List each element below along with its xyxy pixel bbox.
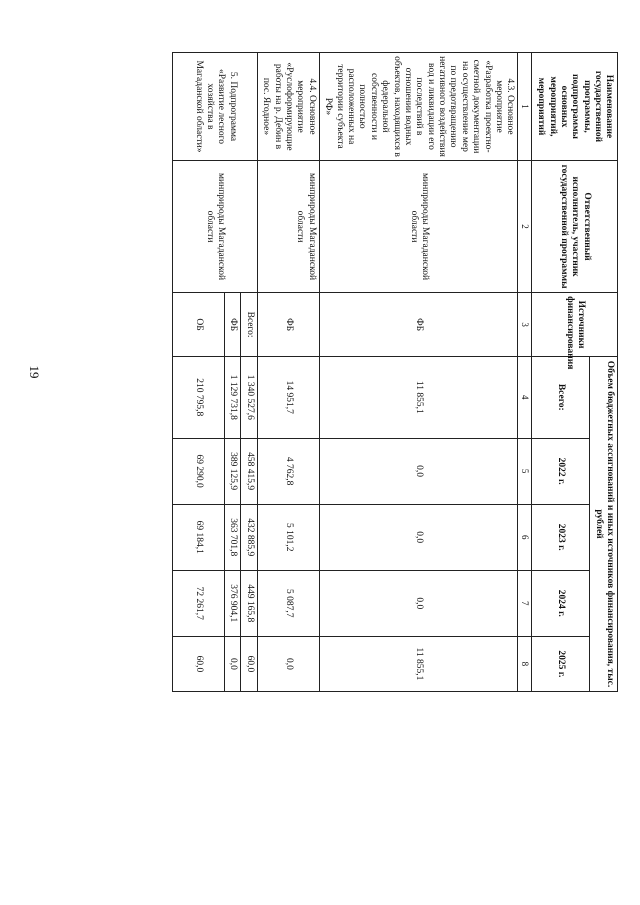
row-2022: 4 762,8 [257,438,319,504]
rotated-table-area [70,52,618,692]
header-budget-group: Объем бюджетных ассигнований и иных источников финансирования, тыс. рублей [590,357,618,692]
row-name: 4.3. Основное мероприятие «Разработка проектно-сметной документации на осуществление мер по предотвращению негативного воздействия вод и ликвидации его последствий в отношении водных объектов, находящихся в федеральной собственности и полностью расположенных на территории субъекта РФ» [319,53,518,161]
row-2023: 0,0 [319,504,518,570]
row-2024: 449 165,8 [241,570,257,636]
header-2024: 2024 г. [532,570,590,636]
row-2024: 5 087,7 [257,570,319,636]
col-number: 8 [518,636,532,691]
row-source: ОБ [173,293,225,357]
row-2022: 458 415,9 [241,438,257,504]
col-number: 2 [518,160,532,292]
row-2022: 389 125,9 [225,438,241,504]
row-2025: 11 855,1 [319,636,518,691]
row-2023: 432 885,9 [241,504,257,570]
row-source: ФБ [319,293,518,357]
row-source: ФБ [225,293,241,357]
header-executor: Ответственный исполнитель, участник государственной программы [532,160,618,292]
row-total: 210 795,8 [173,357,225,439]
row-source: ФБ [257,293,319,357]
row-name: 4.4. Основное мероприятие «Руслоформирующие работы на р. Дебин в пос. Ягодное» [257,53,319,161]
row-2023: 363 701,8 [225,504,241,570]
row-2023: 5 101,2 [257,504,319,570]
row-executor: минприроды Магаданской области [257,160,319,292]
col-number: 6 [518,504,532,570]
row-total: 11 855,1 [319,357,518,439]
col-number: 7 [518,570,532,636]
row-2025: 60,0 [173,636,225,691]
row-2024: 0,0 [319,570,518,636]
row-executor: минприроды Магаданской области [319,160,518,292]
row-2025: 0,0 [257,636,319,691]
header-source: Источники финансирования [532,293,618,357]
header-total: Всего: [532,357,590,439]
group-name: 5. Подпрограмма «Развитие лесного хозяйства в Магаданской области» [173,53,258,161]
page-number: 19 [27,365,42,379]
table-row [257,53,319,692]
header-2023: 2023 г. [532,504,590,570]
row-2022: 69 290,0 [173,438,225,504]
budget-table [172,52,618,692]
row-total: 1 340 527,6 [241,357,257,439]
header-row-1 [590,53,618,692]
header-2025: 2025 г. [532,636,590,691]
row-2022: 0,0 [319,438,518,504]
row-2025: 60,0 [241,636,257,691]
column-number-row [518,53,532,692]
row-source: Всего: [241,293,257,357]
table-inner [70,52,618,692]
header-2022: 2022 г. [532,438,590,504]
row-2025: 0,0 [225,636,241,691]
group-executor: минприроды Магаданской области [173,160,258,292]
table-row [319,53,518,692]
header-name: Наименование государственной программы, подпрограммы основных мероприятий, мероприятий [532,53,618,161]
row-total: 1 129 731,8 [225,357,241,439]
row-total: 14 951,7 [257,357,319,439]
table-row [241,53,257,692]
col-number: 4 [518,357,532,439]
row-2024: 72 261,7 [173,570,225,636]
col-number: 1 [518,53,532,161]
col-number: 5 [518,438,532,504]
row-2024: 376 904,1 [225,570,241,636]
col-number: 3 [518,293,532,357]
row-2023: 69 184,1 [173,504,225,570]
